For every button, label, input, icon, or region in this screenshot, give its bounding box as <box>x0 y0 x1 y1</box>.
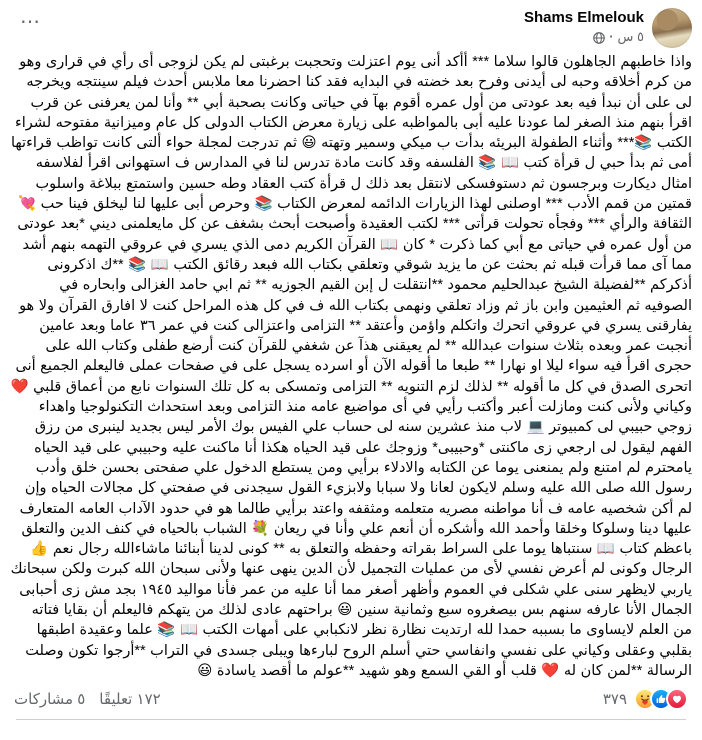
comment-share-counts <box>14 690 161 708</box>
reactions-summary[interactable] <box>603 688 688 710</box>
reaction-count[interactable]: ٣٧٩ <box>602 691 627 709</box>
header-meta <box>524 8 644 45</box>
post-text: واذا خاطبهم الجاهلون قالوا سلاما *** أأكد أنى يوم اعتزلت وتحجبت برغبتى لم يكن لزوجى أى رأي في قرارى وهو من كرم أخلاقه وحبه لى أيدنى وفرح بعد خضته في البدايه فقد كنا احضرنا معا ملابس أحدث فيلم سينتجه ويخرجه لى على أن نبدأ فيه بعد عودتى من أول عمره أقوم بهآ في حياتى وكانت بصحبة أبي ** وأنا لمن يعرفنى عن قرب اقرأ بنهم منذ الصغر لما عودنا عليه أبى بالمواظبه على زيارة معرض الكتاب الدولى كل عام وميزانية مفتوحه لشراء الكتب 📚*** وأثناء الطفولة البريئه بدأت ب ميكي وسمير وتهته 😃 ثم تدرجت لمجلة حواء ألتى كانت تواظب قراءتها أمى ثم بدأ حبي ل قرأة كتب 📖 📚 الفلسفه وقد كانت مادة تدرس لنا في المدارس ف استهوانى اقرأ لفلاسفه امثال ديكارت وبرجسون ثم دستوفسكى لانتقل بعد ذلك ل قرأة كتب العقاد وطه حسين واستمتع ببلاغة واسلوب قمتين من قمم الأدب *** اوصلنى لهذا الزيارات الدائمه لمعرض الكتاب 📚 وحرص أبى عليها لنا ليخلق فينا حب 💘 الثقافة والرأي *** وفجأه تحولت قرأتى *** لكتب العقيدة وأصبحت أبحث بشغف عن كل مايعلمنى ديني *بعد عودتى من أول عمره في حياتى مع أبي كما ذكرت * كان 📖 القرآن الكريم دمى الذي يسري في عروقي التهمه بنهم أشد مما آى مما قرأت قبله ثم بحثت عن ما يزيد شوقي وتعلقي بكتاب الله فبعد رقائق الكتب 📖 📚 **ك اذكرونى أذكركم **لفضيلة الشيخ عبدالحليم محمود **انتقلت ل إبن القيم الجوزيه ** ثم ابي حامد الغزالى وابحاره في الصوفيه ثم العثيمين وابن باز ثم وزاد تعلقي ونهمى بكتاب الله ف في كل هذه المراحل كنت لا افارق القرآن ولا هو يفارقنى يسري في عروقي اتحرك واتكلم واؤمن وأعتقد ** التزامى واعتزالى كنت في عمر ٣٦ عاما وبعد عامين أنجبت عمر وبعده بثلاث سنوات عبدالله ** لم يعيقنى هذآ عن شغفي للقرآن كنت أرضع طفلى وكتاب الله على حجرى اقرأ فيه سواء ليلا او نهارا ** طبعا ما أقوله الآن أو اسرده يسجل على في صفحات عملى فاليعلم الجميع أنى اتحرى الصدق في كل ما أقوله ** لذلك لزم التنويه ** التزامى وتمسكى به كل تلك السنوات نابع من أعماق قلبي ❤️ وكياني ولأنى كنت ومازلت أعبر وأكتب رأيي في أى مواضيع عامه منذ التزامى وبعد استحداث التكنولوجيا واهداء زوجي حبيبي لى كمبيوتر 💻 لاب منذ عشرين سنه لى حساب علي الفيس بوك الأمر ليس بجديد لينبرى من رزق الفهم ليقول لى ارجعي زى ماكنتى *وحبيبى* وزوجك على قيد الحياه هكذا أنا ماكنت عليه وحبيبي على قيد الحياه يامحترم لم امتنع ولم يمنعنى يوما عن الكتابه والادلاء برأيي ومن يستطع الدخول علي صفحتى بحسن خلق وأدب رسول الله صلى الله عليه وسلم لايكون لعانا ولا سبابا ولابزيء القول سيجدنى في صفحتي كل مجالات الحياه وإن لم أكن شخصيه عامه ف أنا مواطنه مصريه متعلمه ومثقفه واعتد برأيي طالما هو في حدود الآداب العامه المتعارف عليها دينا وسلوكا وخلقا وأحمد الله وأشكره أن أنعم علي وأنا في ريعان 💐 الشباب بالحياه في كنف الدين والتعلق باعظم كتاب 📖 سنتباها يوما على السراط بقراته وحفظه والتعلق به ** كونى لدينا أبنائنا ماشاءالله رجال نعم 👍 الرجال وكونى لم أعرض نفسي لأى من عمليات التجميل لأن الدين ينهى عنها ولأنى سبحان الله كبرت ولكن سبحانك ياربي لايظهر سنى علي شكلى في العموم وأظهر أصغر مما أنا عليه من عمر فأنا مواليد ١٩٤٥ بجد مش زى أحبابى الجمال الأنا عارفه سنهم بس بيصغروه سبع وثمانية سنين 😃 براحتهم عادى لذلك من يتهكم فاليعلم أن بقايا فتاته من العلم لايساوى ما بسببه حمدا لله ارتديت نظارة نظر لانكبابي على أمهات الكتب 📖 📚 علما وعقيدة اطبقها بقلبي وعقلى وكياني على نفسي وانفاسي حتي أسلم الروح لبارءها ويبلى جسدى في التراب **أرجوا تكون وصلت الرسالة **لمن كان له ❤️ قلب أو القي السمع وهو شهيد **عولم ما أقصد ياسادة 😃 <box>10 54 692 679</box>
shares-count[interactable]: ٥ مشاركات <box>14 691 86 709</box>
dot-separator: · <box>609 29 614 44</box>
footer-divider <box>16 719 686 720</box>
love-reaction-icon <box>666 688 688 710</box>
globe-icon <box>593 31 605 43</box>
author-name[interactable]: Shams Elmelouk <box>523 9 644 26</box>
post-footer <box>0 681 702 719</box>
more-options-button[interactable]: ⋯ <box>10 8 52 36</box>
avatar[interactable] <box>652 8 692 48</box>
post-meta-row <box>524 28 644 45</box>
post-time[interactable]: ٥ س <box>617 29 644 44</box>
comments-count[interactable]: ١٧٢ تعليقًا <box>99 691 161 709</box>
post-header <box>0 0 702 50</box>
